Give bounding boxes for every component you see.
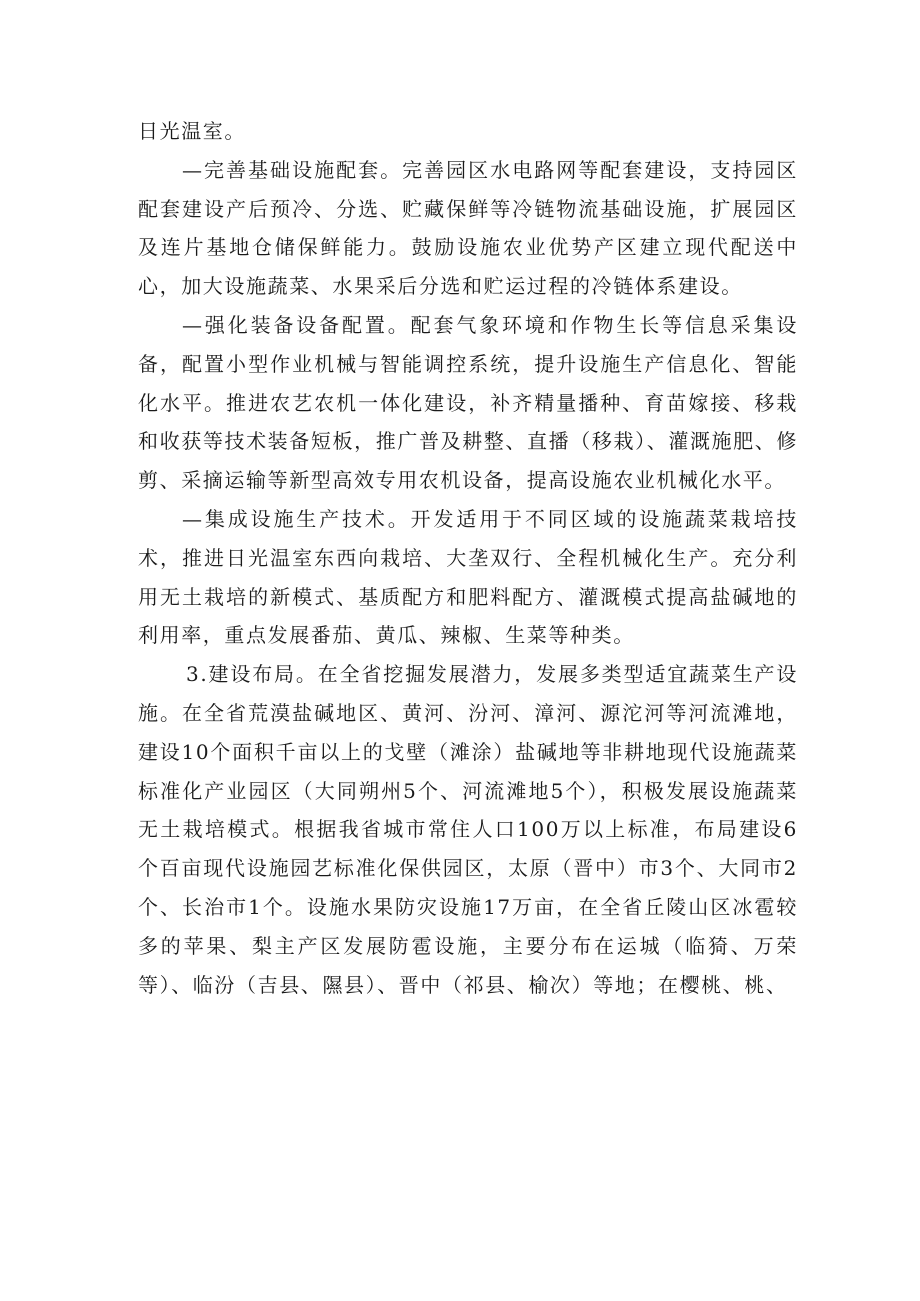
- document-body: [138, 112, 798, 1004]
- paragraph-equipment: —强化装备设备配置。配套气象环境和作物生长等信息采集设备，配置小型作业机械与智能调控系统，提升设施生产信息化、智能化水平。推进农艺农机一体化建设，补齐精量播种、育苗嫁接、移栽和收获等技术装备短板，推广普及耕整、直播（移栽）、灌溉施肥、修剪、采摘运输等新型高效专用农机设备，提高设施农业机械化水平。: [138, 312, 798, 493]
- paragraph-continuation: 日光温室。: [138, 119, 246, 143]
- paragraph-technology: —集成设施生产技术。开发适用于不同区域的设施蔬菜栽培技术，推进日光温室东西向栽培、大垄双行、全程机械化生产。充分利用无土栽培的新模式、基质配方和肥料配方、灌溉模式提高盐碱地的利用率，重点发展番茄、黄瓜、辣椒、生菜等种类。: [138, 506, 798, 648]
- paragraph-layout: 3.建设布局。在全省挖掘发展潜力，发展多类型适宜蔬菜生产设施。在全省荒漠盐碱地区、黄河、汾河、漳河、源沱河等河流滩地，建设10个面积千亩以上的戈壁（滩涂）盐碱地等非耕地现代设施蔬菜标准化产业园区（大同朔州5个、河流滩地5个），积极发展设施蔬菜无土栽培模式。根据我省城市常住人口100万以上标准，布局建设6个百亩现代设施园艺标准化保供园区，太原（晋中）市3个、大同市2个、长治市1个。设施水果防灾设施17万亩，在全省丘陵山区冰雹较多的苹果、梨主产区发展防雹设施，主要分布在运城（临猗、万荣等）、临汾（吉县、隰县）、晋中（祁县、榆次）等地；在樱桃、桃、: [138, 662, 798, 997]
- paragraph-infrastructure: —完善基础设施配套。完善园区水电路网等配套建设，支持园区配套建设产后预冷、分选、贮藏保鲜等冷链物流基础设施，扩展园区及连片基地仓储保鲜能力。鼓励设施农业优势产区建立现代配送中心，加大设施蔬菜、水果采后分选和贮运过程的冷链体系建设。: [138, 157, 798, 299]
